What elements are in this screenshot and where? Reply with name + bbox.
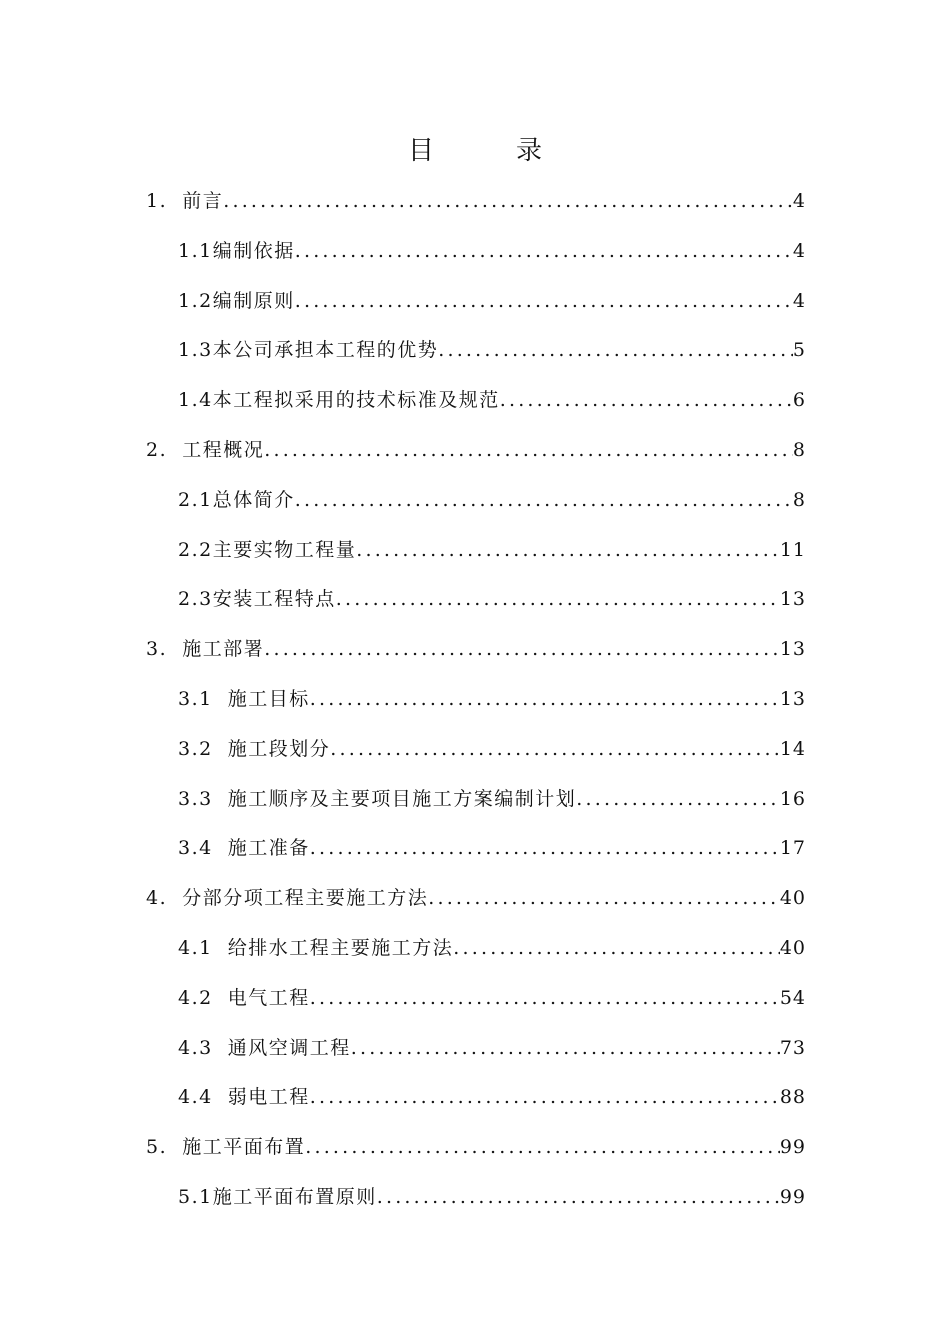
toc-entry-page-number: 13 — [779, 588, 806, 611]
toc-dot-leader — [351, 1033, 780, 1063]
toc-entry-label: 3.1 施工目标 — [178, 687, 310, 710]
toc-entry[interactable] — [146, 535, 806, 585]
toc-entry-page-number: 99 — [779, 1136, 806, 1159]
toc-entry-label: 3.2 施工段划分 — [178, 737, 331, 760]
toc-entry[interactable] — [146, 684, 806, 734]
toc-entry-page-number: 4 — [792, 289, 806, 312]
toc-entry-page-number: 4 — [792, 190, 806, 212]
toc-entry-label: 2.2主要实物工程量 — [178, 538, 357, 561]
toc-entry-page-number: 8 — [792, 438, 806, 461]
toc-dot-leader — [336, 584, 780, 614]
toc-dot-leader — [310, 983, 780, 1013]
toc-dot-leader — [295, 236, 793, 266]
toc-entry-label: 5.1施工平面布置原则 — [178, 1185, 377, 1208]
toc-entry-label: 3.3 施工顺序及主要项目施工方案编制计划 — [178, 787, 577, 810]
toc-entry-page-number: 13 — [779, 638, 806, 661]
toc-entry-label: 1.1编制依据 — [178, 239, 295, 262]
toc-entry[interactable] — [146, 933, 806, 983]
toc-dot-leader — [576, 784, 780, 814]
toc-entry[interactable] — [146, 236, 806, 286]
toc-entry-page-number: 16 — [779, 787, 806, 810]
toc-entry[interactable] — [146, 833, 806, 883]
toc-entry-label: 1.4本工程拟采用的技术标准及规范 — [178, 389, 500, 412]
toc-entry-page-number: 14 — [779, 737, 806, 760]
toc-entry-page-number: 54 — [779, 986, 806, 1009]
toc-entry-page-number: 88 — [779, 1086, 806, 1109]
toc-entry[interactable] — [146, 385, 806, 435]
toc-entry-page-number: 13 — [779, 687, 806, 710]
toc-entry[interactable] — [146, 186, 806, 236]
toc-entry[interactable] — [146, 1132, 806, 1182]
toc-dot-leader — [295, 485, 793, 515]
toc-entry-page-number: 40 — [779, 936, 806, 959]
toc-entry-label: 3. 施工部署 — [146, 638, 265, 661]
toc-entry-label: 1.2编制原则 — [178, 289, 295, 312]
toc-entry[interactable] — [146, 983, 806, 1033]
toc-dot-leader — [453, 933, 780, 963]
toc-entry-page-number: 11 — [779, 538, 806, 561]
toc-entry[interactable] — [146, 734, 806, 784]
toc-entry-page-number: 40 — [779, 887, 806, 910]
toc-entry-label: 4.4 弱电工程 — [178, 1086, 310, 1109]
toc-entry-page-number: 4 — [792, 239, 806, 262]
toc-entry[interactable] — [146, 1033, 806, 1083]
toc-dot-leader — [264, 435, 793, 465]
toc-entry[interactable] — [146, 435, 806, 485]
toc-entry-label: 5. 施工平面布置 — [146, 1136, 306, 1159]
toc-entry-page-number: 73 — [779, 1036, 806, 1059]
toc-entry-page-number: 99 — [779, 1185, 806, 1208]
toc-list — [146, 186, 806, 1232]
toc-dot-leader — [310, 833, 780, 863]
toc-entry[interactable] — [146, 584, 806, 634]
toc-dot-leader — [438, 335, 793, 365]
toc-entry-page-number: 6 — [792, 389, 806, 412]
toc-entry-label: 1. 前言 — [146, 190, 224, 212]
toc-dot-leader — [377, 1182, 780, 1212]
toc-entry-label: 2.3安装工程特点 — [178, 588, 336, 611]
toc-entry[interactable] — [146, 634, 806, 684]
toc-entry-page-number: 17 — [779, 837, 806, 860]
toc-entry[interactable] — [146, 286, 806, 336]
toc-dot-leader — [330, 734, 780, 764]
toc-entry[interactable] — [146, 1082, 806, 1132]
toc-entry-page-number: 5 — [792, 339, 806, 362]
toc-dot-leader — [356, 535, 780, 565]
toc-dot-leader — [295, 286, 793, 316]
toc-entry[interactable] — [146, 883, 806, 933]
toc-dot-leader — [500, 385, 793, 415]
toc-entry-page-number: 8 — [792, 488, 806, 511]
toc-entry[interactable] — [146, 335, 806, 385]
toc-entry-label: 3.4 施工准备 — [178, 837, 310, 860]
toc-entry-label: 4. 分部分项工程主要施工方法 — [146, 887, 429, 910]
toc-dot-leader — [305, 1132, 780, 1162]
toc-entry-label: 4.1 给排水工程主要施工方法 — [178, 936, 454, 959]
toc-title: 目录 — [407, 136, 624, 166]
toc-entry-label: 2.1总体简介 — [178, 488, 295, 511]
toc-entry[interactable] — [146, 1182, 806, 1232]
toc-entry-label: 2. 工程概况 — [146, 438, 265, 461]
toc-entry[interactable] — [146, 784, 806, 834]
toc-dot-leader — [428, 883, 780, 913]
toc-entry-label: 4.2 电气工程 — [178, 986, 310, 1009]
toc-entry-label: 4.3 通风空调工程 — [178, 1036, 351, 1059]
toc-entry[interactable] — [146, 485, 806, 535]
toc-dot-leader — [223, 186, 793, 216]
toc-dot-leader — [310, 684, 780, 714]
toc-dot-leader — [310, 1082, 780, 1112]
toc-entry-label: 1.3本公司承担本工程的优势 — [178, 339, 439, 362]
toc-dot-leader — [264, 634, 780, 664]
